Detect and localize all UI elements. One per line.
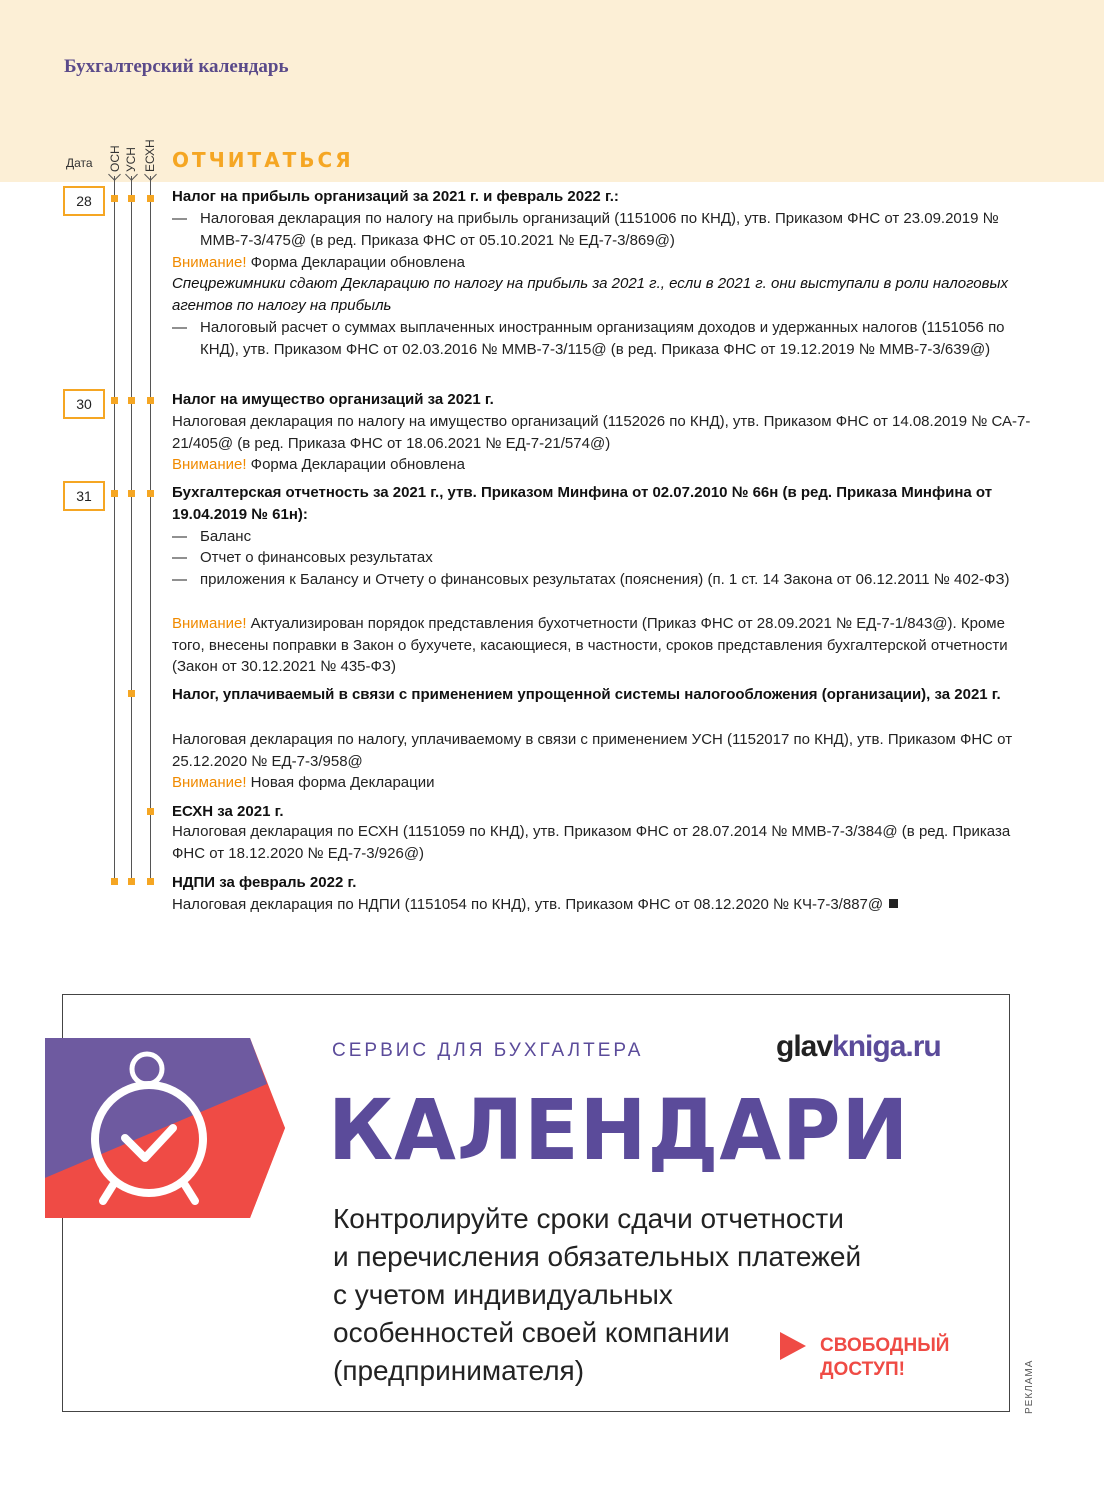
entry-30-title: Налог на имущество организаций за 2021 г. <box>172 391 494 408</box>
ad-line: и перечисления обязательных платежей <box>333 1241 862 1272</box>
attention-label: Внимание! <box>172 615 247 632</box>
ad-service-label: СЕРВИС ДЛЯ БУХГАЛТЕРА <box>332 1040 644 1061</box>
marker-eshn <box>147 490 154 497</box>
ad-line: (предпринимателя) <box>333 1355 585 1386</box>
ad-free-line: СВОБОДНЫЙ <box>820 1335 950 1356</box>
entry-28-item-2: — Налоговый расчет о суммах выплаченных иностранным организациям доходов и удержанных налогов (1151056 по КНД), утв. Приказом ФНС от 02.03.2016 № ММВ-7-3/115@ (в ред. Приказа ФНС от 19.12.2019 № ММВ-7-3/639@) <box>172 317 1032 360</box>
ad-line: особенностей своей компании <box>333 1317 730 1348</box>
date-box-30: 30 <box>63 389 105 419</box>
marker-osn <box>111 195 118 202</box>
attention-label: Внимание! <box>172 774 247 791</box>
entry-31b-attention <box>172 772 1032 794</box>
timeline-line-eshn <box>150 176 151 880</box>
ad-free-line: ДОСТУП! <box>820 1359 905 1380</box>
timeline-line-osn <box>114 176 115 880</box>
entry-31a-item-1: — Баланс <box>172 526 1032 548</box>
entry-31d-title: НДПИ за февраль 2022 г. <box>172 874 357 891</box>
entry-31b-title: Налог, уплачиваемый в связи с применением упрощенной системы налогообложения (организации), за 2021 г. <box>172 686 1001 703</box>
marker-osn <box>111 490 118 497</box>
entry-31d-text: Налоговая декларация по НДПИ (1151054 по КНД), утв. Приказом ФНС от 08.12.2020 № КЧ-7-3/887@ <box>172 896 884 913</box>
ad-domain-part-1: glav <box>776 1030 833 1063</box>
entry-28-title: Налог на прибыль организаций за 2021 г. и февраль 2022 г.: <box>172 188 619 205</box>
entry-31a-item-2: — Отчет о финансовых результатах <box>172 547 1032 569</box>
entry-30-attention <box>172 454 1032 476</box>
entry-31a-item-3: — приложения к Балансу и Отчету о финансовых результатах (пояснения) (п. 1 ст. 14 Закона от 06.12.2011 № 402-ФЗ) <box>172 569 1032 591</box>
column-usn-label: УСН <box>124 147 138 172</box>
attention-label: Внимание! <box>172 456 247 473</box>
marker-osn <box>111 397 118 404</box>
ad-free-access-link[interactable] <box>820 1334 949 1382</box>
entry-31a-attention <box>172 613 1032 678</box>
attention-label: Внимание! <box>172 254 247 271</box>
entry-31a-title: Бухгалтерская отчетность за 2021 г., утв. Приказом Минфина от 02.07.2010 № 66н (в ред. Приказа Минфина от 19.04.2019 № 61н): <box>172 484 993 523</box>
ad-line: Контролируйте сроки сдачи отчетности <box>333 1203 844 1234</box>
marker-osn <box>111 878 118 885</box>
header-band <box>0 0 1104 182</box>
column-eshn-label: ЕСХН <box>143 139 157 172</box>
ad-domain-part-2: kniga.ru <box>832 1030 941 1063</box>
marker-usn <box>128 690 135 697</box>
entry-28-attention <box>172 252 1032 274</box>
marker-usn <box>128 490 135 497</box>
marker-eshn <box>147 878 154 885</box>
marker-usn <box>128 397 135 404</box>
ad-description <box>333 1200 893 1390</box>
ad-line: с учетом индивидуальных <box>333 1279 673 1310</box>
marker-usn <box>128 195 135 202</box>
entry-31b-body: Налоговая декларация по налогу, уплачиваемому в связи с применением УСН (1152017 по КНД), утв. Приказом ФНС от 25.12.2020 № ЕД-7-3/958@ <box>172 731 1013 770</box>
ad-domain-link[interactable] <box>776 1030 941 1064</box>
column-date-label: Дата <box>66 156 93 170</box>
column-osn-label: ОСН <box>108 145 122 172</box>
play-arrow-icon <box>780 1332 806 1360</box>
entry-31c-body: Налоговая декларация по ЕСХН (1151059 по КНД), утв. Приказом ФНС от 28.07.2014 № ММВ-7-3/384@ (в ред. Приказа ФНС от 18.12.2020 № ЕД-7-3/926@) <box>172 823 1011 862</box>
marker-eshn <box>147 808 154 815</box>
marker-usn <box>128 878 135 885</box>
ad-big-title: КАЛЕНДАРИ <box>328 1081 910 1179</box>
alarm-clock-icon <box>45 1038 295 1218</box>
ad-reklama-label: РЕКЛАМА <box>1024 1359 1035 1414</box>
date-box-28: 28 <box>63 186 105 216</box>
attention-text: Новая форма Декларации <box>250 774 435 791</box>
timeline-line-usn <box>131 176 132 880</box>
page-title: Бухгалтерский календарь <box>64 56 289 77</box>
attention-text: Актуализирован порядок представления бухотчетности (Приказ ФНС от 28.09.2021 № ЕД-7-1/843@). Кроме того, внесены поправки в Закон о бухучете, касающиеся, в частности, сроков представления бухгалтерской отчетности (Закон от 30.12.2021 № 435-ФЗ) <box>172 615 1008 675</box>
entry-31d-body <box>172 894 1032 916</box>
marker-eshn <box>147 195 154 202</box>
date-box-31: 31 <box>63 481 105 511</box>
end-mark-icon <box>889 899 898 908</box>
entry-31c-title: ЕСХН за 2021 г. <box>172 803 284 820</box>
entry-28-note: Спецрежимники сдают Декларацию по налогу на прибыль за 2021 г., если в 2021 г. они выступали в роли налоговых агентов по налогу на прибыль <box>172 275 1009 314</box>
attention-text: Форма Декларации обновлена <box>250 254 466 271</box>
section-title: ОТЧИТАТЬСЯ <box>172 148 354 172</box>
attention-text: Форма Декларации обновлена <box>250 456 466 473</box>
entry-30-body: Налоговая декларация по налогу на имущество организаций (1152026 по КНД), утв. Приказом ФНС от 14.08.2019 № СА-7-21/405@ (в ред. Приказа ФНС от 18.06.2021 № ЕД-7-21/574@) <box>172 413 1031 452</box>
entry-28-item-1: — Налоговая декларация по налогу на прибыль организаций (1151006 по КНД), утв. Приказом ФНС от 23.09.2019 № ММВ-7-3/475@ (в ред. Приказа ФНС от 05.10.2021 № ЕД-7-3/869@) <box>172 208 1032 251</box>
marker-eshn <box>147 397 154 404</box>
